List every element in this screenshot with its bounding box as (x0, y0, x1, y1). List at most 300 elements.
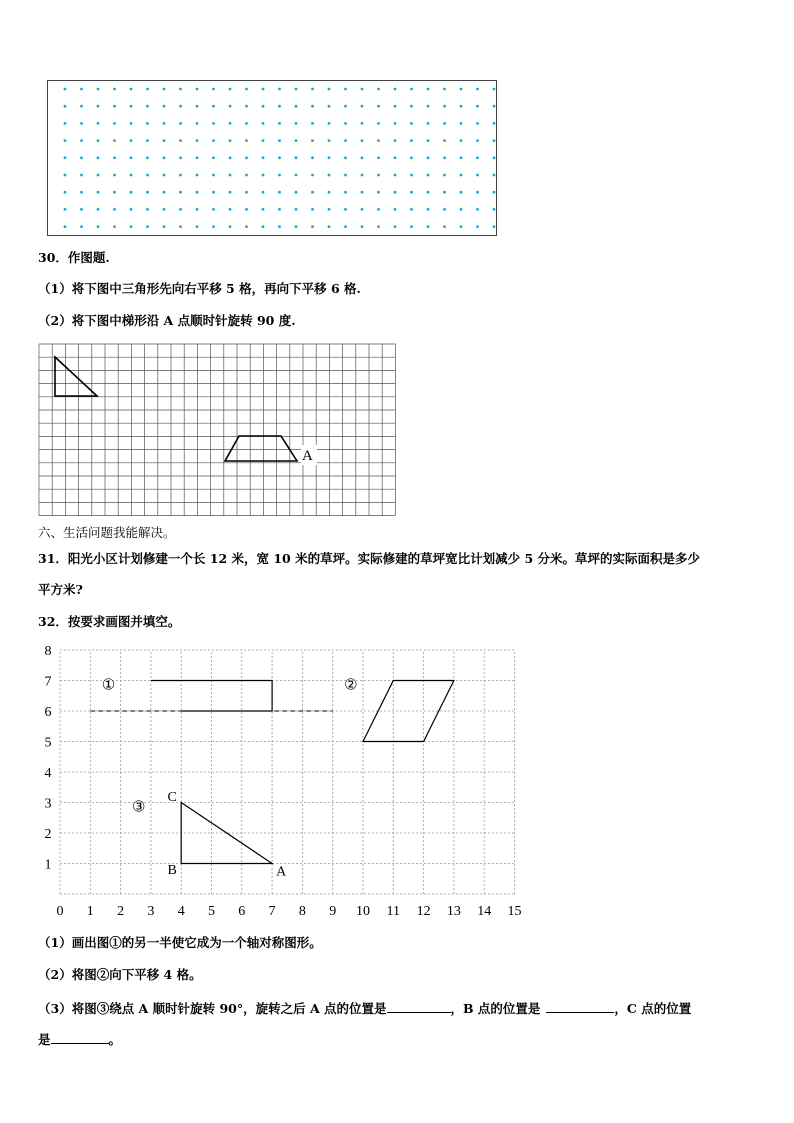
x-tick-label: 3 (147, 904, 155, 919)
grid-dot (311, 105, 314, 108)
grid-dot (229, 105, 232, 108)
grid-dot (476, 191, 479, 194)
grid-dot (179, 139, 182, 142)
grid-dot (212, 139, 215, 142)
grid-dot (344, 191, 347, 194)
q32-sub1: （1）画出图①的另一半使它成为一个轴对称图形。 (38, 935, 322, 950)
grid-dot (113, 105, 116, 108)
grid-dot (179, 156, 182, 159)
grid-dot (97, 88, 100, 91)
grid-dot (113, 88, 116, 91)
grid-dot (460, 174, 463, 177)
grid-dot (410, 88, 413, 91)
grid-dot (410, 156, 413, 159)
grid-dot (278, 208, 281, 211)
grid-dot (394, 105, 397, 108)
grid-dot (328, 156, 331, 159)
grid-dot (146, 139, 149, 142)
grid-dot (295, 139, 298, 142)
grid-dot (80, 174, 83, 177)
q32-sub3-part-b: ，B 点的位置是 (450, 1001, 541, 1016)
grid-dot (212, 191, 215, 194)
x-tick-label: 10 (356, 904, 370, 919)
grid-dot (311, 225, 314, 228)
grid-dot (394, 88, 397, 91)
grid-dot (245, 122, 248, 125)
answer-blank-c[interactable] (51, 1030, 109, 1044)
grid-dot (427, 208, 430, 211)
grid-dot (163, 191, 166, 194)
grid-dot (344, 122, 347, 125)
grid-dot (212, 225, 215, 228)
grid-dot (196, 139, 199, 142)
grid-dot (196, 105, 199, 108)
grid-dot (295, 122, 298, 125)
grid-dot (394, 225, 397, 228)
grid-dot (163, 156, 166, 159)
y-tick-label: 1 (44, 857, 52, 873)
grid-dot (163, 122, 166, 125)
grid-dot (427, 122, 430, 125)
y-tick-label: 7 (44, 674, 52, 690)
grid-dot (179, 208, 182, 211)
grid-dot (179, 191, 182, 194)
grid-dot (460, 122, 463, 125)
grid-dot (262, 225, 265, 228)
grid-dot (394, 122, 397, 125)
grid-dot (278, 122, 281, 125)
grid-dot (262, 105, 265, 108)
grid-dot (361, 225, 364, 228)
grid-dot (113, 225, 116, 228)
grid-dot (97, 139, 100, 142)
grid-dot (179, 225, 182, 228)
grid-dot (460, 191, 463, 194)
grid-dot (410, 105, 413, 108)
grid-dot (196, 208, 199, 211)
grid-dot (427, 88, 430, 91)
x-tick-label: 6 (238, 904, 246, 919)
q30-title: 30．作图题. (38, 250, 110, 265)
grid-dot (394, 174, 397, 177)
grid-dot (196, 191, 199, 194)
grid-dot (344, 88, 347, 91)
grid-dot (328, 225, 331, 228)
grid-dot (377, 139, 380, 142)
grid-dot (262, 88, 265, 91)
grid-dot (64, 208, 67, 211)
grid-dot (163, 225, 166, 228)
grid-dot (443, 191, 446, 194)
q32-sub3-part-c: ，C 点的位置 (614, 1001, 692, 1016)
grid-dot (328, 122, 331, 125)
q32-sub3-part-a: （3）将图③绕点 A 顺时针旋转 90°，旋转之后 A 点的位置是 (38, 1001, 387, 1016)
grid-dot (278, 174, 281, 177)
grid-dot (80, 139, 83, 142)
grid-dot (460, 105, 463, 108)
figure-labels (102, 678, 358, 880)
grid-dot (163, 139, 166, 142)
grid-dot (377, 156, 380, 159)
x-tick-label: 7 (268, 904, 276, 919)
grid-dot (443, 122, 446, 125)
q32-sub3-part-d: 是 (38, 1032, 51, 1047)
triangle-shape (55, 357, 97, 396)
grid-dot (476, 105, 479, 108)
grid-dot (278, 225, 281, 228)
grid-dot (146, 122, 149, 125)
grid-dot (262, 191, 265, 194)
section6-title: 六、生活问题我能解决。 (38, 525, 176, 540)
square-grid (39, 344, 395, 516)
grid-dot (64, 174, 67, 177)
coordinate-grid-figure (30, 642, 540, 922)
grid-dot (493, 174, 496, 177)
y-tick-label: 6 (44, 705, 52, 720)
grid-dot (328, 139, 331, 142)
x-tick-label: 4 (177, 904, 185, 919)
x-tick-label: 9 (329, 904, 337, 919)
x-tick-label: 8 (298, 904, 306, 919)
grid-dot (295, 156, 298, 159)
grid-dot (410, 191, 413, 194)
grid-dot (262, 122, 265, 125)
grid-dot (410, 139, 413, 142)
answer-blank-a[interactable] (387, 999, 451, 1013)
grid-dot (64, 105, 67, 108)
grid-dot (493, 105, 496, 108)
grid-dot (212, 174, 215, 177)
grid-dot (113, 191, 116, 194)
grid-dot (427, 191, 430, 194)
grid-dot (97, 105, 100, 108)
grid-dot (245, 139, 248, 142)
q30-sub2: （2）将下图中梯形沿 A 点顺时针旋转 90 度. (38, 313, 296, 328)
grid-dot (410, 225, 413, 228)
grid-dot (146, 156, 149, 159)
grid-dot (493, 191, 496, 194)
point-label: C (167, 789, 177, 805)
grid-dot (179, 105, 182, 108)
grid-dot (163, 208, 166, 211)
grid-dot (97, 191, 100, 194)
grid-dot (476, 122, 479, 125)
y-tick-label: 2 (44, 827, 52, 842)
grid-dot (130, 174, 133, 177)
grid-dot (427, 105, 430, 108)
grid-dot (97, 174, 100, 177)
grid-dot (80, 156, 83, 159)
grid-dot (493, 225, 496, 228)
q32-sub3-cont (38, 1030, 121, 1048)
grid-dot (245, 191, 248, 194)
grid-dot (130, 122, 133, 125)
grid-dot (476, 225, 479, 228)
grid-dot (361, 105, 364, 108)
grid-dot (361, 174, 364, 177)
grid-dot (163, 88, 166, 91)
grid-dot (361, 156, 364, 159)
grid-dot (212, 88, 215, 91)
grid-dot (443, 208, 446, 211)
q32-sub2: （2）将图②向下平移 4 格。 (38, 967, 202, 982)
grid-dot (295, 225, 298, 228)
grid-dot (130, 139, 133, 142)
grid-dot (196, 122, 199, 125)
x-tick-label: 12 (416, 904, 431, 919)
figure-label: ② (344, 677, 358, 694)
grid-dot (278, 191, 281, 194)
grid-dot (361, 208, 364, 211)
grid-dot (344, 225, 347, 228)
grid-dot (80, 208, 83, 211)
grid-dot (130, 191, 133, 194)
dot-grid (48, 81, 496, 235)
grid-dot (64, 88, 67, 91)
grid-dot (460, 139, 463, 142)
grid-dot (113, 122, 116, 125)
grid-dot (245, 174, 248, 177)
grid-dot (163, 174, 166, 177)
grid-dot (64, 225, 67, 228)
grid-dot (476, 208, 479, 211)
grid-dot (212, 208, 215, 211)
grid-dot (493, 156, 496, 159)
q31-line2: 平方米? (38, 582, 83, 597)
y-tick-labels (45, 644, 52, 873)
grid-dot (476, 174, 479, 177)
grid-dot (377, 122, 380, 125)
grid-dot (179, 122, 182, 125)
grid-dot (212, 156, 215, 159)
grid-dot (262, 208, 265, 211)
grid-dot (311, 191, 314, 194)
point-a-label: A (302, 448, 313, 464)
grid-dot (80, 88, 83, 91)
grid-dot (427, 174, 430, 177)
grid-dot (229, 191, 232, 194)
grid-dot (245, 156, 248, 159)
grid-dot (97, 156, 100, 159)
grid-dot (130, 88, 133, 91)
point-label: B (167, 863, 177, 879)
grid-dot (493, 139, 496, 142)
grid-dot (113, 208, 116, 211)
x-tick-label: 2 (117, 904, 125, 919)
grid-dot (130, 208, 133, 211)
grid-dot (130, 225, 133, 228)
y-tick-label: 3 (44, 796, 52, 812)
y-tick-label: 8 (44, 644, 52, 659)
grid-dot (146, 225, 149, 228)
grid-dot (443, 174, 446, 177)
grid-dot (212, 122, 215, 125)
grid-dot (443, 139, 446, 142)
grid-dot (377, 88, 380, 91)
grid-dot (311, 88, 314, 91)
x-tick-label: 0 (56, 904, 64, 919)
grid-dot (262, 174, 265, 177)
grid-dot (212, 105, 215, 108)
grid-dot (278, 156, 281, 159)
grid-dot (229, 88, 232, 91)
grid-dot (97, 208, 100, 211)
grid-dot (311, 208, 314, 211)
square-grid-figure (38, 343, 398, 518)
grid-dot (64, 156, 67, 159)
figure-3-triangle (181, 803, 272, 864)
grid-dot (344, 208, 347, 211)
grid-dot (295, 208, 298, 211)
grid-dot (146, 191, 149, 194)
grid-dot (113, 156, 116, 159)
grid-dot (295, 105, 298, 108)
grid-dot (460, 208, 463, 211)
grid-dot (196, 156, 199, 159)
grid-dot (146, 174, 149, 177)
grid-dot (443, 156, 446, 159)
grid-dot (229, 139, 232, 142)
dot-grid-box (47, 80, 497, 236)
q32-sub3-part-e: 。 (108, 1032, 122, 1047)
grid-dot (344, 174, 347, 177)
grid-dot (394, 208, 397, 211)
grid-dot (427, 139, 430, 142)
grid-dot (163, 105, 166, 108)
grid-dot (113, 174, 116, 177)
grid-dot (361, 88, 364, 91)
grid-dot (229, 156, 232, 159)
grid-dot (196, 88, 199, 91)
grid-dot (476, 156, 479, 159)
grid-dot (443, 88, 446, 91)
grid-dot (344, 156, 347, 159)
grid-dot (394, 156, 397, 159)
grid-dot (130, 156, 133, 159)
grid-dot (229, 174, 232, 177)
q31-line1: 31．阳光小区计划修建一个长 12 米，宽 10 米的草坪。实际修建的草坪宽比计划减少 5 分米。草坪的实际面积是多少 (38, 551, 700, 566)
grid-dot (377, 225, 380, 228)
grid-dot (460, 88, 463, 91)
grid-dot (64, 191, 67, 194)
grid-dot (278, 139, 281, 142)
grid-dot (328, 208, 331, 211)
x-tick-label: 1 (86, 904, 94, 919)
y-tick-label: 4 (44, 766, 52, 781)
y-tick-label: 5 (44, 735, 52, 751)
grid-dot (443, 225, 446, 228)
grid-dot (361, 122, 364, 125)
grid-dot (80, 122, 83, 125)
grid-dot (278, 105, 281, 108)
x-tick-label: 13 (446, 904, 461, 919)
grid-dot (278, 88, 281, 91)
grid-dot (410, 174, 413, 177)
grid-dot (262, 156, 265, 159)
grid-dot (361, 139, 364, 142)
grid-dot (295, 88, 298, 91)
grid-dot (377, 174, 380, 177)
grid-dot (427, 156, 430, 159)
grid-dot (311, 139, 314, 142)
x-tick-labels (57, 904, 522, 919)
grid-dot (80, 105, 83, 108)
q32-title: 32．按要求画图并填空。 (38, 614, 181, 629)
grid-dot (311, 122, 314, 125)
grid-dot (427, 225, 430, 228)
grid-dot (377, 191, 380, 194)
x-tick-label: 15 (507, 904, 522, 919)
figure-label: ① (101, 677, 116, 694)
grid-dot (311, 174, 314, 177)
grid-dot (328, 174, 331, 177)
grid-dot (113, 139, 116, 142)
grid-dot (229, 122, 232, 125)
answer-blank-b[interactable] (546, 999, 614, 1013)
q32-sub3 (38, 999, 691, 1017)
grid-dot (130, 105, 133, 108)
grid-dot (443, 105, 446, 108)
grid-dot (460, 225, 463, 228)
point-label: A (276, 864, 287, 880)
grid-dot (64, 139, 67, 142)
grid-dot (328, 105, 331, 108)
grid-dot (394, 139, 397, 142)
grid-dot (476, 139, 479, 142)
grid-dot (245, 88, 248, 91)
grid-dot (97, 122, 100, 125)
grid-dot (493, 208, 496, 211)
grid-dot (493, 122, 496, 125)
grid-dot (311, 156, 314, 159)
grid-dot (245, 208, 248, 211)
x-tick-label: 11 (386, 904, 401, 919)
x-tick-label: 14 (477, 904, 492, 919)
grid-dot (410, 122, 413, 125)
grid-dot (328, 88, 331, 91)
grid-dot (493, 88, 496, 91)
grid-dot (377, 105, 380, 108)
grid-dot (146, 208, 149, 211)
grid-dot (146, 105, 149, 108)
grid-dot (262, 139, 265, 142)
grid-dot (179, 174, 182, 177)
grid-dot (245, 105, 248, 108)
grid-dot (97, 225, 100, 228)
grid-dot (344, 105, 347, 108)
grid-dot (229, 208, 232, 211)
grid-dot (328, 191, 331, 194)
trapezoid-shape (225, 436, 297, 461)
q30-sub1: （1）将下图中三角形先向右平移 5 格，再向下平移 6 格. (38, 281, 361, 296)
grid-dot (229, 225, 232, 228)
grid-dot (460, 156, 463, 159)
grid-dot (196, 174, 199, 177)
grid-dot (361, 191, 364, 194)
grid-dot (394, 191, 397, 194)
grid-dot (179, 88, 182, 91)
grid-dot (196, 225, 199, 228)
grid-dot (377, 208, 380, 211)
grid-dot (410, 208, 413, 211)
grid-dot (476, 88, 479, 91)
x-tick-label: 5 (208, 904, 215, 919)
grid-dot (295, 174, 298, 177)
grid-dot (295, 191, 298, 194)
grid-dot (80, 191, 83, 194)
coordinate-grid (60, 650, 515, 894)
grid-dot (80, 225, 83, 228)
